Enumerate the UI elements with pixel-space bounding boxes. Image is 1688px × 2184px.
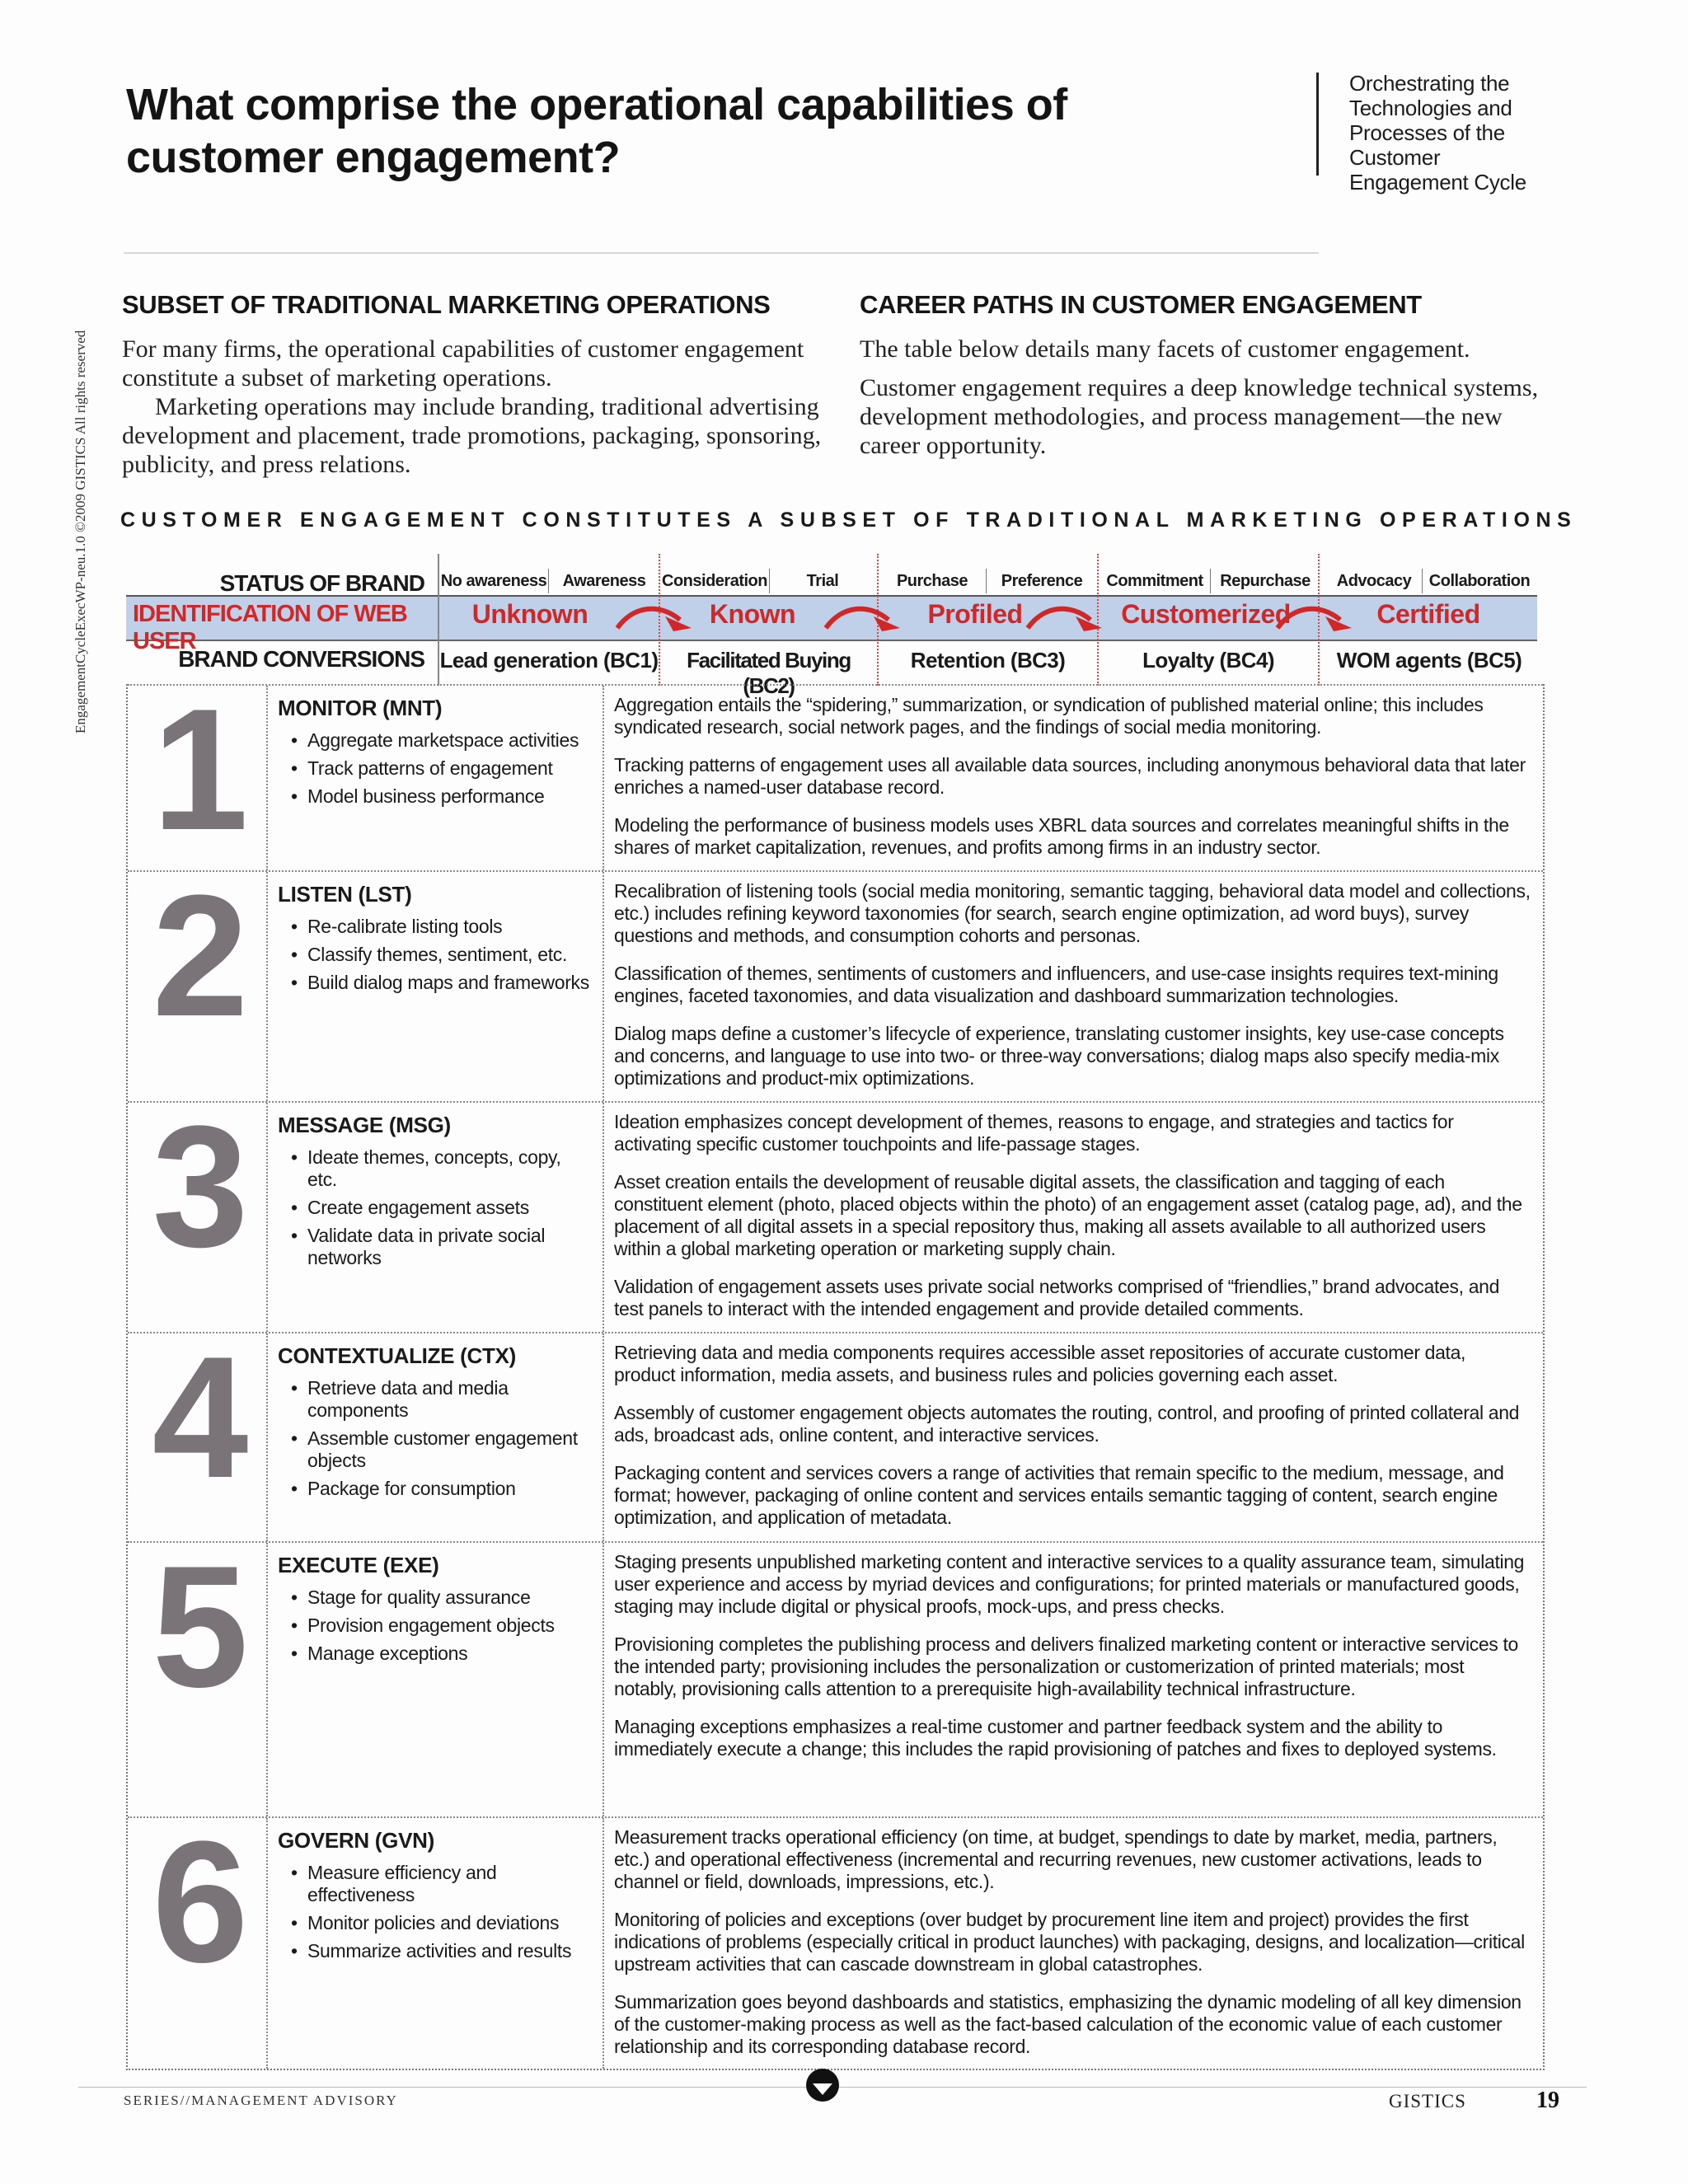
capability-number: 6 bbox=[152, 1805, 242, 1999]
description-cell bbox=[604, 1103, 1543, 1332]
description-cell bbox=[604, 1543, 1543, 1816]
capability-cell bbox=[268, 1103, 604, 1332]
tagline-line: Engagement Cycle bbox=[1349, 170, 1526, 194]
capability-row bbox=[128, 1320, 1543, 1541]
description-paragraph: Monitoring of policies and exceptions (over budget by procurement line item and project) provides the first indications of problems (especially critical in product launches) with packaging, designs, and localization—critical upstream activities that can cascade downstream in global catastrophes. bbox=[614, 1909, 1525, 1975]
stage-no-awareness: No awareness bbox=[440, 572, 547, 590]
capability-bullets bbox=[291, 729, 593, 808]
capability-cell bbox=[268, 1543, 604, 1816]
number-cell bbox=[128, 1530, 268, 1816]
description-paragraph: Validation of engagement assets uses private social networks comprised of “friendlies,” brand advocates, and test panels to interact with the intended engagement and provide detailed comments. bbox=[614, 1276, 1500, 1319]
brand-status-table bbox=[126, 554, 1537, 698]
stage-repurchase: Repurchase bbox=[1220, 572, 1311, 590]
description-paragraph: Provisioning completes the publishing process and delivers finalized marketing content or interactive services to the intended party; provisioning includes the personalization or customerization of printed materials; most notably, provisioning calls attention to a prerequisite high-availability technical infrastructure. bbox=[614, 1633, 1518, 1699]
description-paragraph: Classification of themes, sentiments of customers and influencers, and use-case insights requires text-mining engines, faceted taxonomies, and data visualization and dashboard summarization technologies. bbox=[614, 963, 1498, 1006]
number-cell bbox=[128, 1805, 268, 2069]
progression-arrow-icon bbox=[612, 600, 695, 638]
description-cell bbox=[604, 686, 1543, 870]
stage-preference: Preference bbox=[1001, 572, 1083, 590]
capability-number: 4 bbox=[152, 1320, 242, 1514]
description-paragraph: Retrieving data and media components requires accessible asset repositories of accurate customer data, product information, media assets, and business rules and policies governing each asset. bbox=[614, 1342, 1466, 1385]
bullet-item: • Stage for quality assurance bbox=[291, 1586, 593, 1609]
description-paragraph: Summarization goes beyond dashboards and statistics, emphasizing the dynamic modeling of all key dimension of the customer-making process as well as the fact-based calculation of the economic value of each customer relationship and its corresponding database record. bbox=[614, 1991, 1522, 2057]
capability-bullets bbox=[291, 916, 593, 994]
capability-bullets bbox=[291, 1586, 593, 1665]
number-cell bbox=[128, 673, 268, 870]
capability-name: LISTEN (LST) bbox=[278, 882, 412, 907]
bullet-item: • Track patterns of engagement bbox=[291, 757, 593, 780]
capability-bullets bbox=[291, 1377, 593, 1500]
capability-row bbox=[128, 1090, 1543, 1332]
capability-number: 2 bbox=[152, 859, 242, 1052]
left-column bbox=[122, 290, 831, 489]
stage-trial: Trial bbox=[806, 572, 839, 590]
progression-arrow-icon bbox=[821, 600, 903, 638]
bullet-item: • Re-calibrate listing tools bbox=[291, 916, 593, 938]
bullet-item: • Classify themes, sentiment, etc. bbox=[291, 944, 593, 966]
bullet-item: • Ideate themes, concepts, copy, etc. bbox=[291, 1146, 593, 1191]
capability-row bbox=[128, 1530, 1543, 1816]
stage-commitment: Commitment bbox=[1106, 572, 1203, 590]
bullet-item: • Monitor policies and deviations bbox=[291, 1912, 593, 1934]
gistics-logo-icon bbox=[804, 2067, 841, 2103]
capability-bullets bbox=[291, 1146, 593, 1269]
tagline-line: Customer bbox=[1349, 145, 1441, 170]
number-cell bbox=[128, 1320, 268, 1541]
capability-row bbox=[128, 1805, 1543, 2069]
right-paragraph-1: The table below details many facets of customer engagement. bbox=[860, 335, 1470, 363]
capability-name: MESSAGE (MSG) bbox=[278, 1113, 451, 1137]
description-paragraph: Recalibration of listening tools (social media monitoring, semantic tagging, behavioral data model and collections, etc.) includes refining keyword taxonomies (for search, search engine optimization, ad word buys), survey questions and methods, and consumption cohorts and personas. bbox=[614, 880, 1531, 946]
description-paragraph: Assembly of customer engagement objects automates the routing, control, and proofing of printed collateral and ads, broadcast ads, online content, and interactive services. bbox=[614, 1402, 1520, 1446]
right-column bbox=[860, 290, 1552, 470]
footer-series: SERIES//MANAGEMENT ADVISORY bbox=[124, 2093, 398, 2108]
left-column-heading: SUBSET OF TRADITIONAL MARKETING OPERATIONS bbox=[122, 290, 771, 319]
section-banner: CUSTOMER ENGAGEMENT CONSTITUTES A SUBSET OF TRADITIONAL MARKETING OPERATIONS bbox=[120, 509, 1578, 532]
capability-number: 3 bbox=[152, 1090, 242, 1283]
tagline-line: Orchestrating the bbox=[1349, 71, 1510, 96]
stage-purchase: Purchase bbox=[896, 572, 968, 590]
description-paragraph: Dialog maps define a customer’s lifecycle of experience, translating customer insights, key use-case concepts and concerns, and language to use into two- or three-way conversations; dialog maps also specify media-mix optimizations and product-mix optimizations. bbox=[614, 1023, 1504, 1089]
identity-known: Known bbox=[709, 599, 796, 629]
stage-divider bbox=[548, 569, 549, 593]
header-tagline bbox=[1349, 71, 1555, 194]
stage-divider bbox=[1422, 569, 1423, 593]
description-paragraph: Measurement tracks operational efficiency (on time, at budget, spendings to date by market, media, partners, etc.) and operational effectiveness (incremental and recurring revenues, new customer activations, leads to channel or field, downloads, impressions, etc.). bbox=[614, 1826, 1498, 1892]
header-divider bbox=[1316, 73, 1319, 176]
progression-arrow-icon bbox=[1023, 600, 1105, 638]
conversion-bc4: Loyalty (BC4) bbox=[1142, 648, 1274, 673]
capability-number: 1 bbox=[152, 673, 242, 866]
capability-name: MONITOR (MNT) bbox=[278, 696, 443, 720]
description-paragraph: Managing exceptions emphasizes a real-time customer and partner feedback system and the ability to immediately execute a change; this includes the rapid provisioning of patches and fixes to deployed systems. bbox=[614, 1716, 1497, 1760]
capability-name: CONTEXTUALIZE (CTX) bbox=[278, 1343, 516, 1368]
capability-cell bbox=[268, 686, 604, 870]
bullet-item: • Model business performance bbox=[291, 785, 593, 808]
number-cell bbox=[128, 859, 268, 1101]
capability-number: 5 bbox=[152, 1530, 242, 1723]
stage-collaboration: Collaboration bbox=[1428, 572, 1531, 590]
progression-arrow-icon bbox=[1273, 600, 1355, 638]
identity-certified: Certified bbox=[1376, 599, 1480, 629]
conversion-bc1: Lead generation (BC1) bbox=[439, 648, 659, 673]
bullet-item: • Create engagement assets bbox=[291, 1197, 593, 1219]
description-paragraph: Packaging content and services covers a range of activities that remain specific to the medium, message, and format; however, packaging of online content and services entails semantic tagging of content, search engine optimization, and application of metadata. bbox=[614, 1462, 1504, 1528]
tagline-line: Processes of the bbox=[1349, 120, 1505, 145]
status-of-brand-label: STATUS OF BRAND bbox=[219, 570, 424, 596]
bullet-item: • Manage exceptions bbox=[291, 1643, 593, 1665]
side-copyright: EngagementCycleExecWP-neu.1.0 ©2009 GISTICS All rights reserved bbox=[73, 330, 88, 733]
description-cell bbox=[604, 1333, 1543, 1541]
conversion-bc5: WOM agents (BC5) bbox=[1336, 648, 1522, 673]
bullet-item: • Measure efficiency and effectiveness bbox=[291, 1862, 593, 1906]
right-paragraph-2: Customer engagement requires a deep knowledge technical systems, development methodologies, and process management—the new career opportunity. bbox=[860, 374, 1539, 459]
description-paragraph: Asset creation entails the development of reusable digital assets, the classification and tagging of each constituent element (photo, placed objects within the photo) of an engagement asset (catalog page, ad), and the placement of all digital assets in a special repository thus, making all assets available to all authorized users within a global marketing operation or marketing supply chain. bbox=[614, 1171, 1522, 1259]
stage-divider bbox=[986, 569, 987, 593]
identity-customerized: Customerized bbox=[1121, 599, 1291, 629]
description-cell bbox=[604, 872, 1543, 1101]
capability-cell bbox=[268, 1333, 604, 1541]
description-paragraph: Aggregation entails the “spidering,” summarization, or syndication of published material online; this includes syndicated research, social network pages, and the findings of social media monitoring. bbox=[614, 694, 1484, 738]
description-paragraph: Modeling the performance of business models uses XBRL data sources and correlates meaningful shifts in the shares of market capitalization, revenues, and profits among firms in an industry sector. bbox=[614, 814, 1509, 858]
page-title: What comprise the operational capabilities of customer engagement? bbox=[126, 80, 1067, 182]
identity-profiled: Profiled bbox=[927, 599, 1023, 629]
number-cell bbox=[128, 1090, 268, 1332]
conversion-bc2: Facilitated Buying (BC2) bbox=[687, 648, 851, 698]
brand-conversions-label: BRAND CONVERSIONS bbox=[178, 646, 424, 672]
stage-divider bbox=[1210, 569, 1211, 593]
capability-name: EXECUTE (EXE) bbox=[278, 1553, 439, 1577]
description-cell bbox=[604, 1818, 1543, 2069]
capability-row bbox=[128, 859, 1543, 1101]
left-column-body bbox=[122, 335, 831, 479]
bullet-item: • Assemble customer engagement objects bbox=[291, 1427, 593, 1472]
bullet-item: • Provision engagement objects bbox=[291, 1615, 593, 1637]
bullet-item: • Build dialog maps and frameworks bbox=[291, 972, 593, 994]
tagline-line: Technologies and bbox=[1349, 96, 1512, 120]
bullet-item: • Summarize activities and results bbox=[291, 1940, 593, 1962]
bullet-item: • Aggregate marketspace activities bbox=[291, 729, 593, 752]
right-column-body bbox=[860, 335, 1552, 460]
capability-bullets bbox=[291, 1862, 593, 1962]
right-column-heading: CAREER PATHS IN CUSTOMER ENGAGEMENT bbox=[860, 290, 1422, 319]
bullet-item: • Validate data in private social networks bbox=[291, 1225, 593, 1269]
capability-name: GOVERN (GVN) bbox=[278, 1828, 434, 1853]
capability-cell bbox=[268, 1818, 604, 2069]
header-rule bbox=[124, 252, 1319, 254]
description-paragraph: Tracking patterns of engagement uses all available data sources, including anonymous behavioral data that later enriches a named-user database record. bbox=[614, 754, 1526, 798]
left-paragraph-2: Marketing operations may include branding, traditional advertising development and placement, trade promotions, packaging, sponsoring, publicity, and press relations. bbox=[122, 393, 822, 478]
identification-label: IDENTIFICATION OF WEB USER bbox=[133, 601, 407, 654]
bullet-item: • Package for consumption bbox=[291, 1478, 593, 1500]
page-number: 19 bbox=[1536, 2088, 1559, 2113]
description-paragraph: Staging presents unpublished marketing content and interactive services to a quality assurance team, simulating user experience and access by myriad devices and configurations; for printed materials or manufactured goods, staging may include digital or physical proofs, mock-ups, and press checks. bbox=[614, 1551, 1525, 1617]
footer-brand: GISTICS bbox=[1389, 2091, 1466, 2111]
stage-awareness: Awareness bbox=[562, 572, 646, 590]
description-paragraph: Ideation emphasizes concept development of themes, reasons to engage, and strategies and tactics for activating specific customer touchpoints and life-passage stages. bbox=[614, 1111, 1454, 1155]
left-paragraph-1: For many firms, the operational capabilities of customer engagement constitute a subset of marketing operations. bbox=[122, 335, 804, 391]
capability-cell bbox=[268, 872, 604, 1101]
stage-advocacy: Advocacy bbox=[1336, 572, 1412, 590]
bullet-item: • Retrieve data and media components bbox=[291, 1377, 593, 1422]
identity-unknown: Unknown bbox=[471, 599, 588, 629]
stage-consideration: Consideration bbox=[662, 572, 767, 590]
conversion-bc3: Retention (BC3) bbox=[910, 648, 1066, 673]
